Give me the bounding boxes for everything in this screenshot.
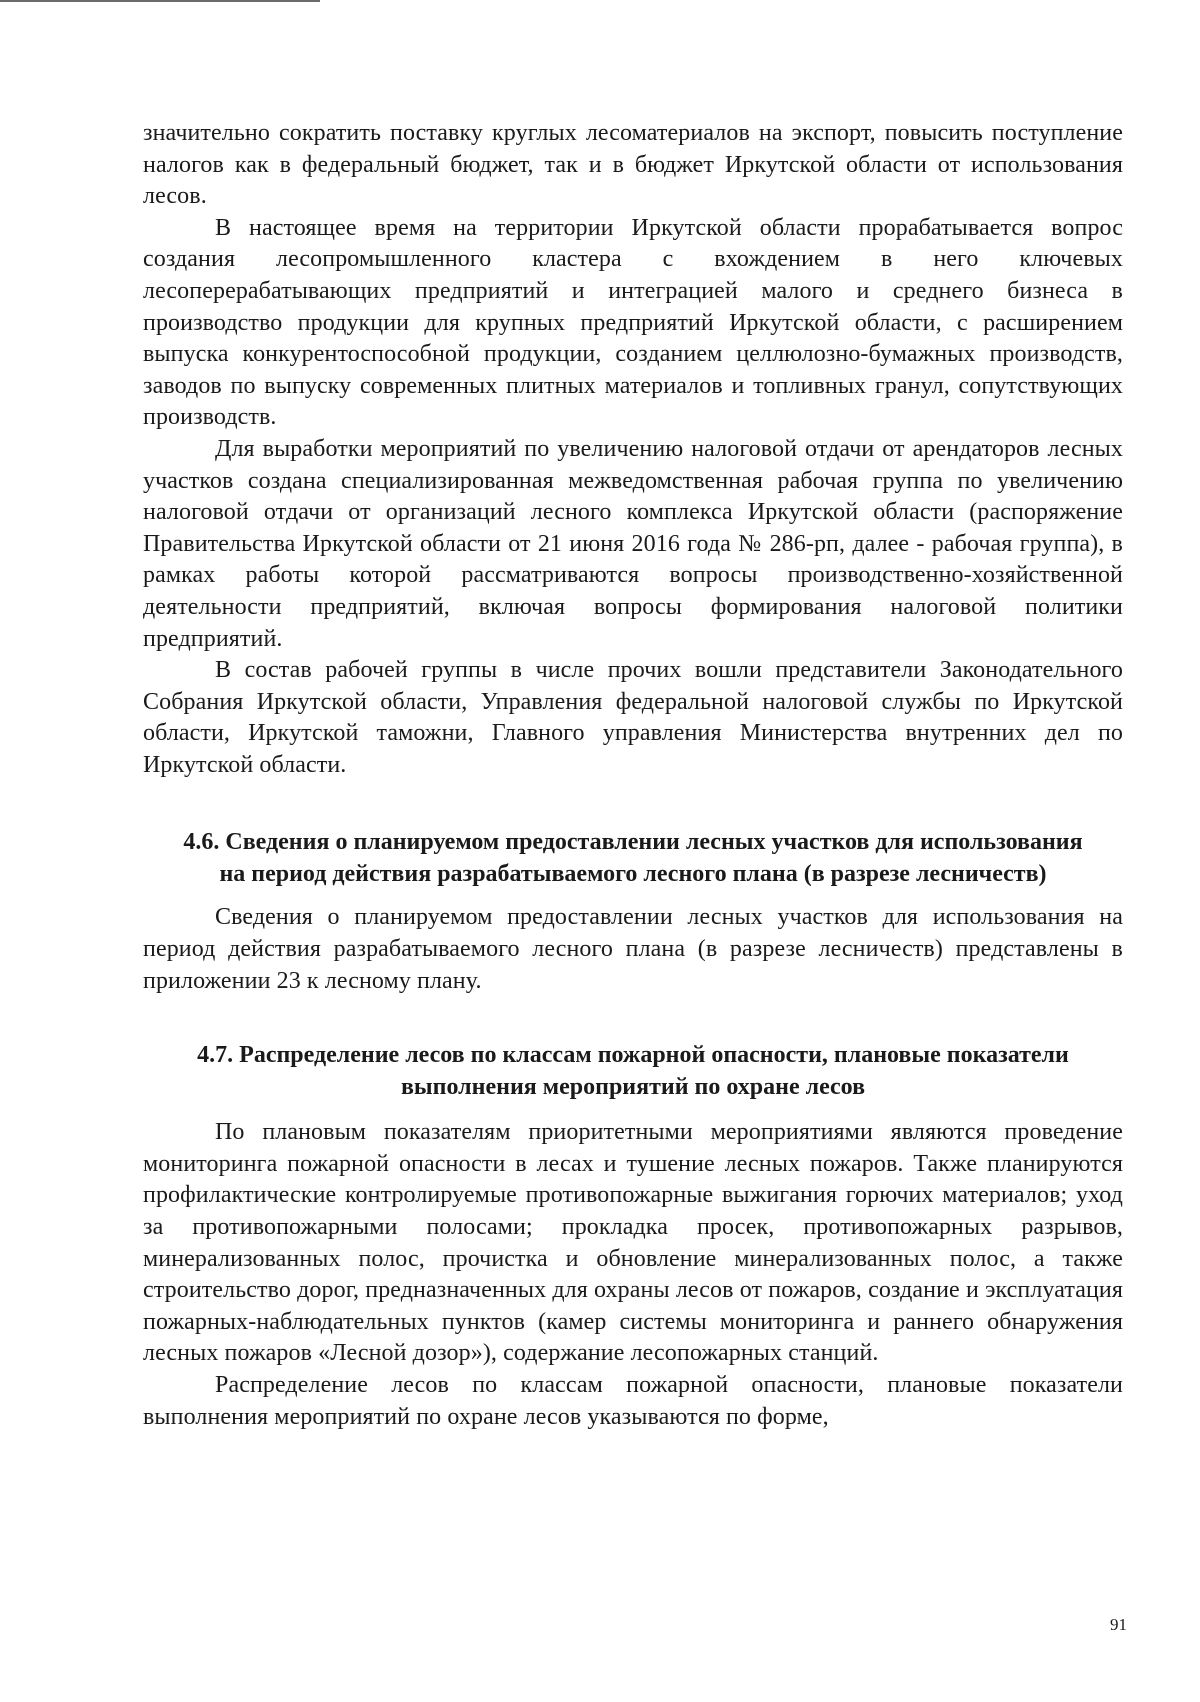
paragraph-cluster: В настоящее время на территории Иркутской области прорабатывается вопрос создания лесопромышленного кластера с вхождением в него ключевых лесоперерабатывающих предприятий и интеграцией малого и среднего бизнеса в производство продукции для крупных предприятий Иркутской области, с расширением выпуска конкурентоспособной продукции, созданием целлюлозно-бумажных производств, заводов по выпуску современных плитных материалов и топливных гранул, сопутствующих производств.	[143, 214, 1123, 431]
section-heading-4-7: 4.7. Распределение лесов по классам пожарной опасности, плановые показатели выполнения мероприятий по охране лесов	[197, 1042, 1069, 1101]
paragraph-group-members: В состав рабочей группы в числе прочих вошли представители Законодательного Собрания Иркутской области, Управления федеральной налоговой службы по Иркутской области, Иркутской таможни, Главного управления Министерства внутренних дел по Иркутской области.	[143, 657, 1123, 778]
page-number: 91	[1110, 1615, 1127, 1634]
paragraph-fire-measures: По плановым показателям приоритетными мероприятиями являются проведение мониторинга пожарной опасности в лесах и тушение лесных пожаров. Также планируются профилактические контролируемые противопожарные выжигания горючих материалов; уход за противопожарными полосами; прокладка просек, противопожарных разрывов, минерализованных полос, прочистка и обновление минерализованных полос, а также строительство дорог, предназначенных для охраны лесов от пожаров, создание и эксплуатация пожарных-наблюдательных пунктов (камер системы мониторинга и раннего обнаружения лесных пожаров «Лесной дозор»), содержание лесопожарных станций.	[143, 1119, 1123, 1367]
scan-edge-mark	[0, 0, 320, 2]
paragraph-section-4-6: Сведения о планируемом предоставлении лесных участков для использования на период действия разрабатываемого лесного плана (в разрезе лесничеств) представлены в приложении 23 к лесному плану.	[143, 904, 1123, 994]
paragraph-continuation: значительно сократить поставку круглых лесоматериалов на экспорт, повысить поступление налогов как в федеральный бюджет, так и в бюджет Иркутской области от использования лесов.	[143, 120, 1123, 210]
page-body	[143, 118, 1123, 1433]
paragraph-working-group: Для выработки мероприятий по увеличению налоговой отдачи от арендаторов лесных участков создана специализированная межведомственная рабочая группа по увеличению налоговой отдачи от организаций лесного комплекса Иркутской области (распоряжение Правительства Иркутской области от 21 июня 2016 года № 286-рп, далее - рабочая группа), в рамках работы которой рассматриваются вопросы производственно-хозяйственной деятельности предприятий, включая вопросы формирования налоговой политики предприятий.	[143, 435, 1123, 652]
paragraph-fire-classes: Распределение лесов по классам пожарной опасности, плановые показатели выполнения мероприятий по охране лесов указываются по форме,	[143, 1372, 1123, 1430]
section-heading-4-6: 4.6. Сведения о планируемом предоставлении лесных участков для использования на период действия разрабатываемого лесного плана (в разрезе лесничеств)	[183, 829, 1083, 888]
